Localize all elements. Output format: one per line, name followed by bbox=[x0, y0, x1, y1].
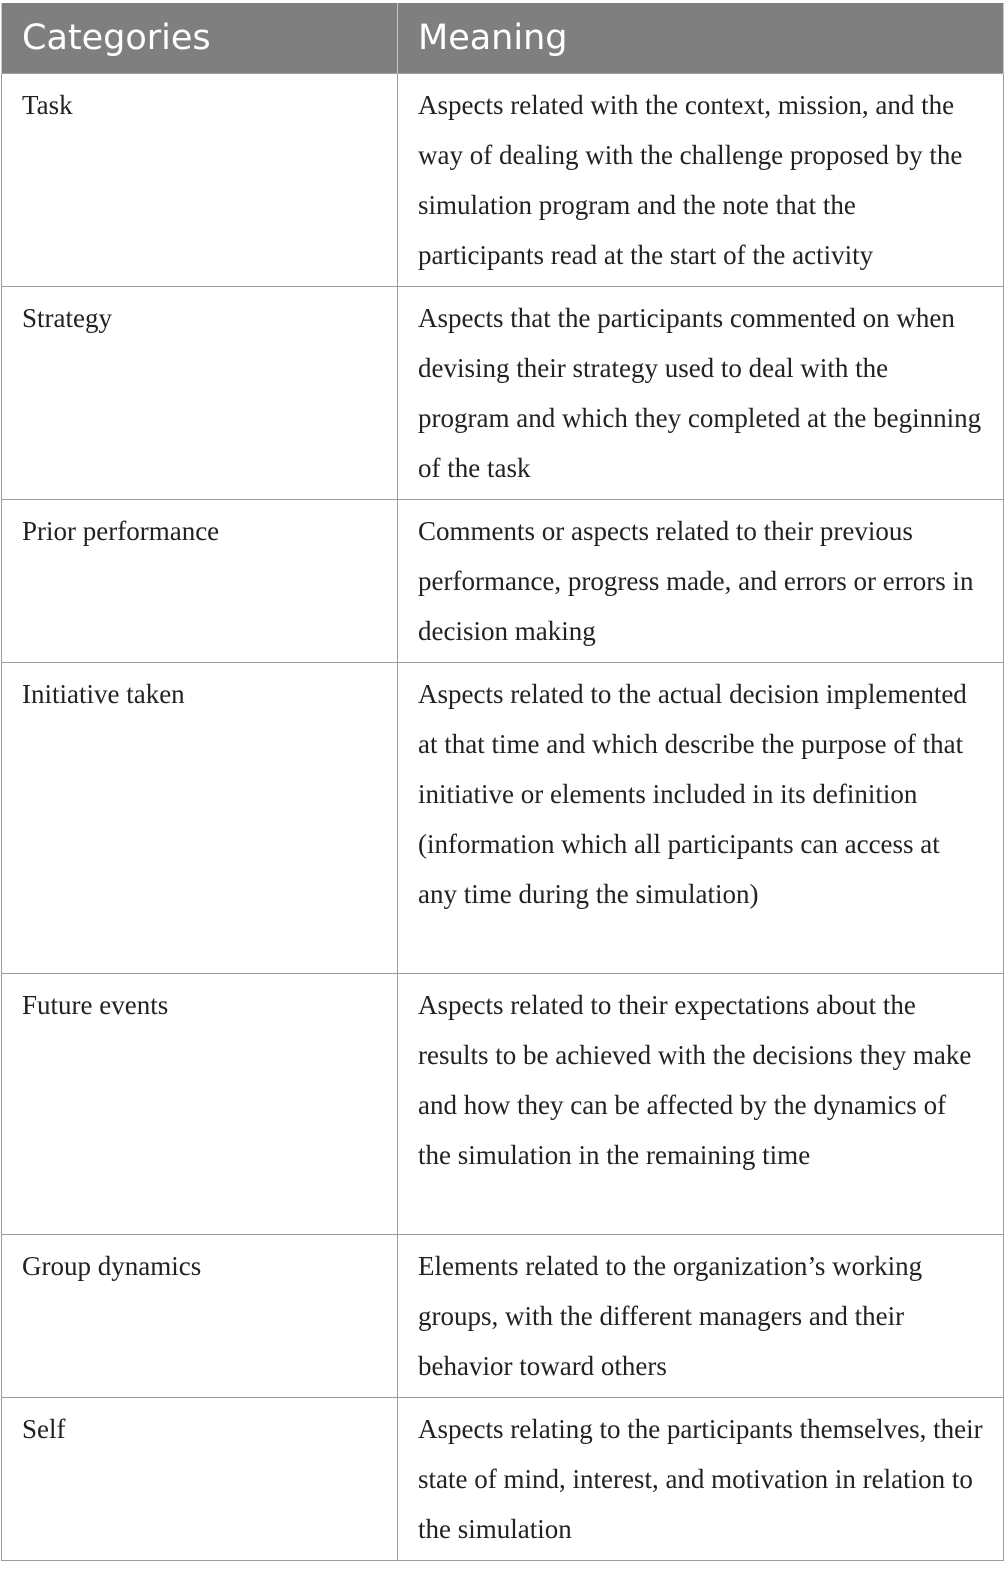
meaning-cell: Aspects related to their expectations about the results to be achieved with the decisions they make and how they can be affected by the dynamics of the simulation in the remaining time bbox=[398, 973, 1004, 1234]
category-cell: Prior performance bbox=[2, 499, 398, 662]
categories-table bbox=[1, 3, 1004, 1561]
table-row bbox=[2, 286, 1004, 499]
category-cell: Initiative taken bbox=[2, 662, 398, 973]
header-meaning: Meaning bbox=[398, 3, 1004, 73]
meaning-cell: Aspects relating to the participants themselves, their state of mind, interest, and motivation in relation to the simulation bbox=[398, 1397, 1004, 1560]
table-row bbox=[2, 1234, 1004, 1397]
table-row bbox=[2, 73, 1004, 286]
table-header-row bbox=[2, 3, 1004, 73]
table-row bbox=[2, 662, 1004, 973]
table-row bbox=[2, 973, 1004, 1234]
table-row bbox=[2, 499, 1004, 662]
category-cell: Task bbox=[2, 73, 398, 286]
meaning-cell: Aspects related to the actual decision implemented at that time and which describe the purpose of that initiative or elements included in its definition (information which all participants can access at any time during the simulation) bbox=[398, 662, 1004, 973]
category-cell: Self bbox=[2, 1397, 398, 1560]
meaning-cell: Aspects that the participants commented on when devising their strategy used to deal with the program and which they completed at the beginning of the task bbox=[398, 286, 1004, 499]
category-cell: Future events bbox=[2, 973, 398, 1234]
meaning-cell: Elements related to the organization’s working groups, with the different managers and their behavior toward others bbox=[398, 1234, 1004, 1397]
category-cell: Strategy bbox=[2, 286, 398, 499]
table-row bbox=[2, 1397, 1004, 1560]
category-cell: Group dynamics bbox=[2, 1234, 398, 1397]
meaning-cell: Comments or aspects related to their previous performance, progress made, and errors or errors in decision making bbox=[398, 499, 1004, 662]
header-categories: Categories bbox=[2, 3, 398, 73]
meaning-cell: Aspects related with the context, mission, and the way of dealing with the challenge proposed by the simulation program and the note that the participants read at the start of the activity bbox=[398, 73, 1004, 286]
